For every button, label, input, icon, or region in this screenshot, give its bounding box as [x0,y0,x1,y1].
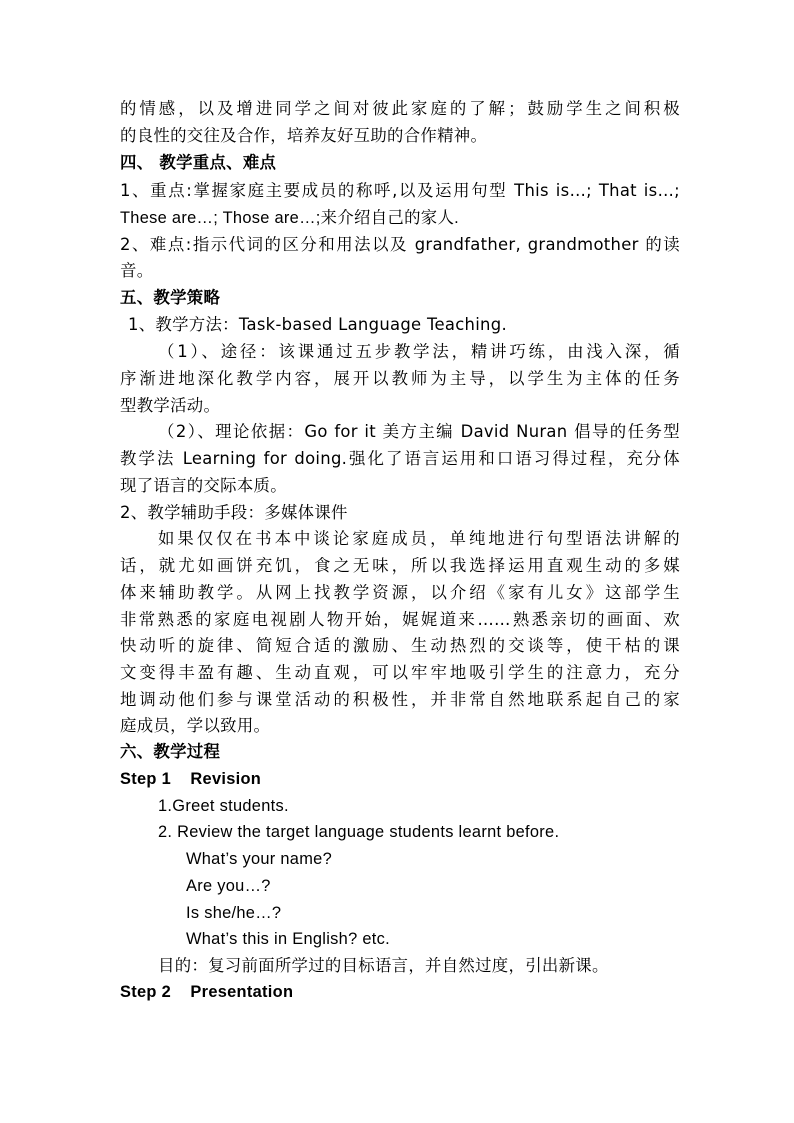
paragraph-line: （2）、理论依据：Go for it 美方主编 David Nuran 倡导的任务型 [158,422,680,441]
paragraph-line: 的良性的交往及合作，培养友好互助的合作精神。 [120,126,488,145]
paragraph-line: （1）、途径：该课通过五步教学法，精讲巧练，由浅入深，循 [158,342,680,361]
list-item: 2. Review the target language students learnt before. [158,823,560,841]
section-heading: 六、教学过程 [120,742,221,761]
paragraph-line: 如果仅仅在书本中谈论家庭成员，单纯地进行句型语法讲解的 [158,529,680,548]
subheading: 2、教学辅助手段：多媒体课件 [120,503,348,522]
paragraph-line: These are…; Those are…;来介绍自己的家人. [120,209,460,227]
paragraph-line: 的情感，以及增进同学之间对彼此家庭的了解；鼓励学生之间积极 [120,99,680,118]
list-item: 1.Greet students. [158,797,289,815]
paragraph-line: 型教学活动。 [120,396,221,415]
paragraph-line: 快动听的旋律、简短合适的激励、生动热烈的交谈等，使干枯的课 [120,636,680,655]
step-heading: Step 1 Revision [120,770,262,788]
paragraph-line: 非常熟悉的家庭电视剧人物开始，娓娓道来……熟悉亲切的画面、欢 [120,610,680,629]
step-heading: Step 2 Presentation [120,983,294,1001]
section-heading: 四、 教学重点、难点 [120,153,277,172]
example-question: Are you…? [186,877,271,895]
paragraph-line: 序渐进地深化教学内容，展开以教师为主导，以学生为主体的任务 [120,369,680,388]
section-heading: 五、教学策略 [120,288,221,307]
paragraph-line: 地调动他们参与课堂活动的积极性，并非常自然地联系起自己的家 [120,690,680,709]
paragraph-line: 目的：复习前面所学过的目标语言，并自然过度，引出新课。 [158,956,609,975]
paragraph-line: 音。 [120,261,154,280]
paragraph-line: 1、重点:掌握家庭主要成员的称呼,以及运用句型 This is…; That is…; [120,181,680,200]
paragraph-line: 庭成员，学以致用。 [120,716,271,735]
subheading: 1、教学方法：Task-based Language Teaching. [128,315,507,334]
example-question: Is she/he…? [186,904,282,922]
example-question: What’s this in English? etc. [186,930,390,948]
paragraph-line: 话，就尤如画饼充饥，食之无味，所以我选择运用直观生动的多媒 [120,556,680,575]
paragraph-line: 文变得丰盈有趣、生动直观，可以牢牢地吸引学生的注意力，充分 [120,663,680,682]
paragraph-line: 现了语言的交际本质。 [120,476,287,495]
example-question: What’s your name? [186,850,333,868]
paragraph-line: 教学法 Learning for doing.强化了语言运用和口语习得过程，充分体 [120,449,680,468]
paragraph-line: 体来辅助教学。从网上找教学资源，以介绍《家有儿女》这部学生 [120,583,680,602]
paragraph-line: 2、难点:指示代词的区分和用法以及 grandfather, grandmother 的读 [120,235,680,254]
